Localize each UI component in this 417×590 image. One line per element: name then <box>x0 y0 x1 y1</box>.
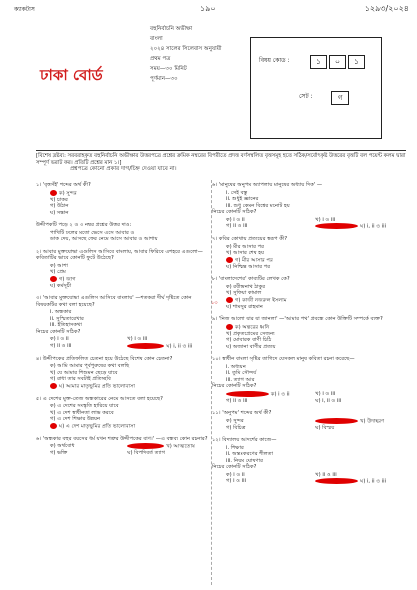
answer-option[interactable]: ক) i ও ii <box>50 336 69 342</box>
answer-option[interactable]: গ) মোবারক বাণী চিঠি <box>226 337 272 343</box>
answer-option[interactable]: গ) বিচিত্র <box>226 424 246 431</box>
answer-option[interactable]: গ) মীর আসার পর <box>212 257 412 264</box>
question <box>212 356 412 404</box>
answer-option[interactable]: ঘ) অজানা বাণীর প্রত্যয় <box>226 343 276 350</box>
question-ask: নিচের কোনটি সঠিক? <box>36 328 81 335</box>
question <box>36 249 211 290</box>
marked-answer-dot <box>50 383 57 389</box>
code-digit: ১ <box>310 55 327 69</box>
answer-option[interactable]: ঘ) নিশ্চিন্ত আসার পর <box>226 263 271 270</box>
board-title: ঢাকা বোর্ড <box>40 66 103 84</box>
set-label: সেট : <box>299 93 313 100</box>
question-stem: ২। আবার মুক্তযোদ্ধা এগুলিস আসিবে বাংলায়, আবার ফিরিবে এশহরে এগুলো—কবিতাটির ভাবে কোনটি ফুটে উঠেছে? <box>36 248 203 261</box>
answer-option[interactable]: গ) ii ও iii <box>226 223 248 229</box>
answer-option[interactable]: iii. নিয়ম ঘোষণার <box>226 457 263 464</box>
answer-grid <box>212 217 412 231</box>
marked-answer-dot <box>226 297 233 303</box>
answer-option[interactable]: i. সেই বস্তু <box>226 189 248 196</box>
subject-code-label: বিষয় কোড : <box>259 57 290 64</box>
question <box>212 182 412 230</box>
question <box>36 396 211 430</box>
marked-answer-dot <box>50 190 57 196</box>
answer-option[interactable]: খ) i ও iii <box>315 216 336 223</box>
answer-option[interactable]: ঘ) বিপদিবর্ত ত্যাগ <box>127 450 165 456</box>
answer-option[interactable]: ক) অন্তরের ধ্বনি <box>212 324 412 331</box>
question-stem: ৪। উদ্দীপকের প্রতিফলিত চেতনা হয়ে উঠেছে বিশেষ কোন চেতনা? <box>36 355 173 362</box>
question-ask: নিচের কোনটি সঠিক? <box>212 209 257 215</box>
instructions: [বিশেষ দ্রষ্টব্য: সরবরাহকৃত বহুনির্বাচনি অভীক্ষার উত্তরপত্রে প্রশ্নের ক্রমিক নম্বরের বিপরীতে প্রদত্ত বর্ণসম্বলিত বৃত্তসমূহ হতে সঠিক/সর্বোৎকৃষ্ট উত্তরের বৃত্তটি বল পয়েন্ট কলম দ্বারা সম্পূর্ণ ভরাট কর। প্রতিটি প্রশ্নের মান ১।] <box>36 150 406 167</box>
answer-grid <box>36 443 211 457</box>
question <box>36 356 211 390</box>
exam-info-line: ২০২৪ সালের সিলেবাস অনুযায়ী <box>150 46 222 53</box>
set-value: গ <box>331 91 349 105</box>
publisher-label: ক্যাকটাস <box>14 6 35 13</box>
answer-option[interactable]: iii. ত্যাগ আর <box>226 376 255 383</box>
answer-option[interactable]: গ) ii ও iii <box>50 342 72 349</box>
answer-option[interactable]: গ) উঠান <box>50 203 69 209</box>
answer-option[interactable]: গ) ভক্তি <box>50 450 68 456</box>
answer-option[interactable]: ক) সুন্দর <box>226 417 244 424</box>
answer-option[interactable]: খ) আসার শেষ হয় <box>226 250 265 256</box>
answer-option[interactable]: খ) প্রকৃতপ্রেমের সেজন্য <box>226 330 275 337</box>
question-stem: ৯। 'নিজ আলো যার যা জানলা' —'আমার পথ' প্রবন্ধে কোন উক্তিটি সম্পর্কে ব্যক্ত? <box>212 316 383 322</box>
question <box>212 410 412 431</box>
left-column <box>36 182 211 463</box>
question <box>36 295 211 350</box>
passage-note: উদ্দীপকটি পড়ে ২ ও ৩ নম্বর প্রশ্নের উত্তর দাও: <box>36 222 132 228</box>
exam-info-line: পূর্ণমান—৩০ <box>150 76 178 83</box>
answer-option[interactable]: ক) মীর আসার পর <box>226 243 265 250</box>
answer-option[interactable]: ক) আমি আমার পূর্বপুরুষের কথা বলছি <box>50 363 130 369</box>
page-number: ১৯০ <box>200 4 216 13</box>
answer-option[interactable]: খ) i ও iii <box>127 336 148 342</box>
question <box>36 222 211 243</box>
exam-info-line: বহুনির্বাচনি অভীক্ষা <box>150 26 193 32</box>
question <box>212 437 412 485</box>
answer-option[interactable]: খ) সুফিয়া কামাল <box>226 290 262 296</box>
question-ask: নিচের কোনটি সঠিক? <box>212 383 257 389</box>
answer-grid <box>212 418 412 432</box>
answer-option[interactable]: ii. শুধুই জ্ঞানের <box>226 196 259 202</box>
marked-answer-dot <box>226 391 269 397</box>
answer-option[interactable]: গ) জাগ <box>36 276 211 283</box>
answer-option[interactable]: ঘ) i, ii ও iii <box>315 397 342 404</box>
answer-option[interactable]: গ) কাজী নজরুল ইসলাম <box>212 297 412 304</box>
question <box>36 436 211 457</box>
marked-answer-dot <box>226 257 233 263</box>
question <box>212 276 412 310</box>
answer-option[interactable]: ক) অর্থবোধ <box>50 443 75 449</box>
exam-info-line: প্রথম পত্র <box>150 56 171 63</box>
passage-line: পাখিটি ঢলের মতো ভেসে এসে আবার ও <box>50 229 135 236</box>
marked-answer-dot <box>127 443 164 449</box>
answer-option[interactable]: ক) আশা <box>50 262 68 269</box>
answer-option[interactable]: iii. শুধু কেমন বিশ্বের মনোট হয় <box>226 202 290 209</box>
answer-option[interactable]: ঘ) সন্তান <box>50 209 69 216</box>
answer-option[interactable]: গ) রাধা তার সবটাই প্রতিচ্ছবি <box>50 376 111 382</box>
answer-option[interactable]: গ) ii ও iii <box>226 397 248 404</box>
exam-info-line: বাংলা <box>150 36 163 43</box>
code-digit: ০ <box>329 55 346 69</box>
marked-answer-dot <box>226 324 233 330</box>
subheading: প্রশ্নপত্রে কোনো প্রকার দাগ/চিহ্ন দেওয়া যাবে না। <box>70 166 177 172</box>
answer-option[interactable]: ঘ) এ দেশ মাতৃভূমির প্রতি ভালোবাসা <box>36 423 211 430</box>
answer-option[interactable]: i. অন্ধকার <box>50 309 72 315</box>
question-stem: ১। 'বৃত্তসঁই' শব্দের অর্থ কী? <box>36 182 91 188</box>
right-column <box>212 182 412 491</box>
marked-answer-dot <box>315 478 358 484</box>
answer-option[interactable]: ঘ) i, ii ও iii <box>315 223 404 230</box>
answer-option[interactable]: i. অধ্যয়ন <box>226 363 246 370</box>
answer-option[interactable]: খ) প্রেম <box>50 269 66 275</box>
answer-option[interactable]: ঘ) বিস্ময় <box>315 424 335 431</box>
question <box>36 182 211 216</box>
code-box <box>250 37 382 139</box>
code-digit: ১ <box>348 55 365 69</box>
question-stem: ১২। বিদ্যালয় আদর্শের কাজে— <box>212 437 277 443</box>
answer-option[interactable]: ঘ) i, ii ও iii <box>315 478 404 485</box>
answer-option[interactable]: ঘ) আমার মাতৃভূমির প্রতি ভালোবাসা <box>36 383 211 390</box>
answer-option[interactable]: খ) আত্মতোষ <box>127 443 204 450</box>
passage-line: ডাক দেয়, আসছে ফের নেমে আসে আবার ও আশায় <box>50 236 158 242</box>
question-stem: ১০। স্বাধীন বাংলা সৃষ্টির তাগিদে যেসকল মানুষ কবিতা রচনা করেছে— <box>212 356 355 362</box>
question-stem: ৭। কবির কোথায় প্রত্যয়ের স্বরূপ কী? <box>212 236 288 242</box>
answer-option[interactable]: ii. সুস্মিতারেখার <box>50 315 84 322</box>
answer-option[interactable]: ক) i ও ii <box>226 391 315 398</box>
answer-grid <box>212 472 412 486</box>
answer-option[interactable]: ঘ) i, ii ও iii <box>127 343 204 350</box>
answer-grid <box>212 391 412 405</box>
question-stem: ৩। 'আবার মুক্তযোদ্ধা এগুলিস আসিবে বাংলায়' —শতকরা দীর্ঘ দৃষ্টিতে কোন বিষয়কটির কথা বলা হয়েছে? <box>36 295 192 308</box>
answer-option[interactable]: ঘ) কর্মসূচী <box>50 282 72 289</box>
answer-grid <box>36 336 211 350</box>
question-code: ১২৯৩/২০২৪ <box>364 4 409 13</box>
question <box>212 236 412 270</box>
marked-answer-dot <box>315 418 358 424</box>
answer-option[interactable]: খ) ii ও iii <box>315 471 337 478</box>
answer-option[interactable]: গ) i ও iii <box>226 478 246 484</box>
subject-code-digits <box>310 55 367 69</box>
marked-answer-dot <box>50 276 57 282</box>
answer-option[interactable]: ক) i ও ii <box>226 216 245 223</box>
marked-answer-dot <box>50 423 57 429</box>
answer-option[interactable]: খ) চাকর <box>50 196 68 203</box>
answer-option[interactable]: খ) যে আমার শিশুমন ছেড়ে যাবে <box>50 369 118 376</box>
question-stem: ৬। 'অন্ধকার বহুর বয়সের ধর্ম যখন শত্রুর উদ্দীপকের বাণ।' —এ বন্ধব্য কোন রচনার? <box>36 435 208 442</box>
exam-info-line: সময়—৩০ মিনিট <box>150 66 187 73</box>
answer-option[interactable]: iii. ইতিহাসকথা <box>50 322 82 328</box>
answer-option[interactable]: খ) এ দেশ স্বাধীনতা লাভ করবে <box>50 409 114 416</box>
answer-option[interactable]: ii. তুমি সৌন্দর্য <box>226 370 257 376</box>
question-ask: নিচের কোনটি সঠিক? <box>212 464 257 470</box>
side-mark: ১৩ <box>211 300 218 306</box>
answer-option[interactable]: খ) i ও iii <box>315 390 336 397</box>
question-stem: ১১। 'অনুপম' শব্দের অর্থ কী? <box>212 410 272 416</box>
answer-option[interactable]: ক) এ দেশের সংস্কৃতি হারিয়ে যাবে <box>50 403 119 409</box>
question-stem: ৮। 'বাংলাদেশের' কাব্যটির লেখক কে? <box>212 276 290 282</box>
answer-option[interactable]: ক) i ও ii <box>226 471 245 478</box>
question-stem: ৫। এ দেশের মুক্ত-তেজ অন্ধকারের নেমে আসতে বলা হয়েছে? <box>36 395 163 402</box>
answer-option[interactable]: ক) রবীন্দ্রনাথ ঠাকুর <box>226 283 266 290</box>
answer-option[interactable]: ঘ) শামসুর রাহমান <box>226 303 263 310</box>
marked-answer-dot <box>127 343 164 349</box>
answer-option[interactable]: ii. অন্তঃকরণের শীলতা <box>226 451 274 457</box>
question <box>212 316 412 350</box>
marked-answer-dot <box>315 223 358 229</box>
question-stem: ৬। 'মানুষের অনুপম অ্যাপলায় মানুষের অধ্যায় দিক' — <box>212 182 323 188</box>
answer-option[interactable]: গ) এ দেশ শিক্ষার উন্নয়ন <box>50 416 101 422</box>
answer-option[interactable]: ক) সুন্দর <box>36 190 211 197</box>
exam-info <box>150 26 260 86</box>
answer-option[interactable]: i. শিক্ষার <box>226 444 244 451</box>
answer-option[interactable]: খ) উদাহরণ <box>315 418 404 425</box>
